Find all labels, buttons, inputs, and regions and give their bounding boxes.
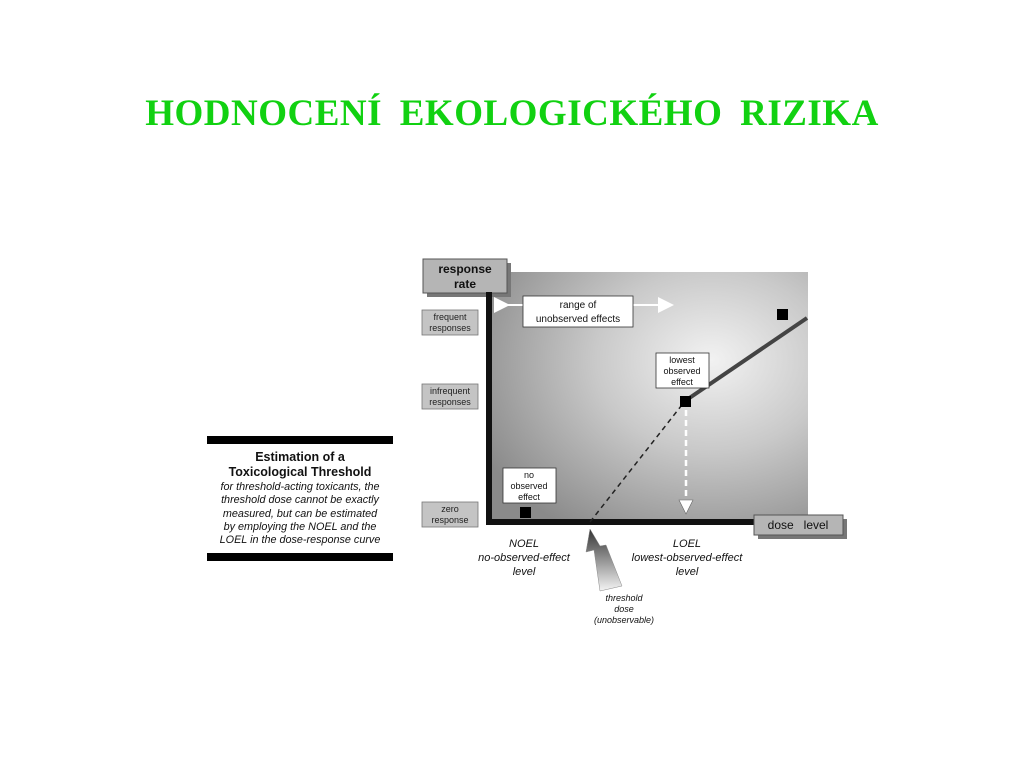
infrequent-label-line: infrequent bbox=[429, 386, 471, 396]
x-axis bbox=[486, 519, 756, 525]
y-axis bbox=[486, 292, 492, 525]
data-point-noel bbox=[520, 507, 531, 518]
lowest-effect-label-line: lowest bbox=[669, 355, 695, 365]
loel-label-line: lowest-observed-effect bbox=[631, 552, 743, 564]
y-axis-title-line: response bbox=[438, 262, 492, 276]
threshold-label-line: dose bbox=[614, 604, 634, 614]
box-heading-line: Toxicological Threshold bbox=[228, 465, 372, 479]
threshold-arrow bbox=[586, 529, 622, 591]
infrequent-label-line: responses bbox=[429, 397, 471, 407]
no-effect-label-line: effect bbox=[518, 492, 540, 502]
zero-label-line: response bbox=[431, 515, 469, 525]
threshold-label-line: (unobservable) bbox=[593, 615, 655, 625]
loel-label-line: level bbox=[675, 566, 699, 578]
noel-label-line: NOEL bbox=[509, 538, 539, 550]
box-body-line: measured, but can be estimated bbox=[222, 507, 378, 520]
box-heading-line: Estimation of a bbox=[255, 450, 345, 464]
loel-label-line: LOEL bbox=[672, 538, 702, 550]
range-label-line: unobserved effects bbox=[535, 314, 621, 325]
lowest-effect-label-line: observed bbox=[663, 366, 701, 376]
frequent-label-line: frequent bbox=[433, 312, 467, 322]
data-point-loel bbox=[680, 396, 691, 407]
box-body-line: LOEL in the dose-response curve bbox=[219, 534, 381, 547]
box-body-line: threshold dose cannot be exactly bbox=[221, 494, 379, 507]
x-axis-title: dose level bbox=[767, 518, 829, 532]
box-body-line: for threshold-acting toxicants, the bbox=[220, 481, 380, 493]
data-point-high bbox=[777, 309, 788, 320]
zero-label-line: zero bbox=[441, 504, 459, 514]
threshold-label-line: threshold bbox=[605, 593, 643, 603]
no-effect-label-line: no bbox=[523, 470, 535, 480]
noel-label-line: no-observed-effect bbox=[478, 552, 570, 564]
slide-title: HODNOCENÍ EKOLOGICKÉHO RIZIKA bbox=[145, 93, 879, 134]
range-label-line: range of bbox=[559, 300, 597, 311]
frequent-label-line: responses bbox=[429, 323, 471, 333]
y-axis-title-line: rate bbox=[453, 277, 477, 291]
box-body-line: by employing the NOEL and the bbox=[223, 520, 377, 533]
lowest-effect-label-line: effect bbox=[671, 377, 693, 387]
noel-label-line: level bbox=[512, 566, 536, 578]
no-effect-label-line: observed bbox=[510, 481, 548, 491]
